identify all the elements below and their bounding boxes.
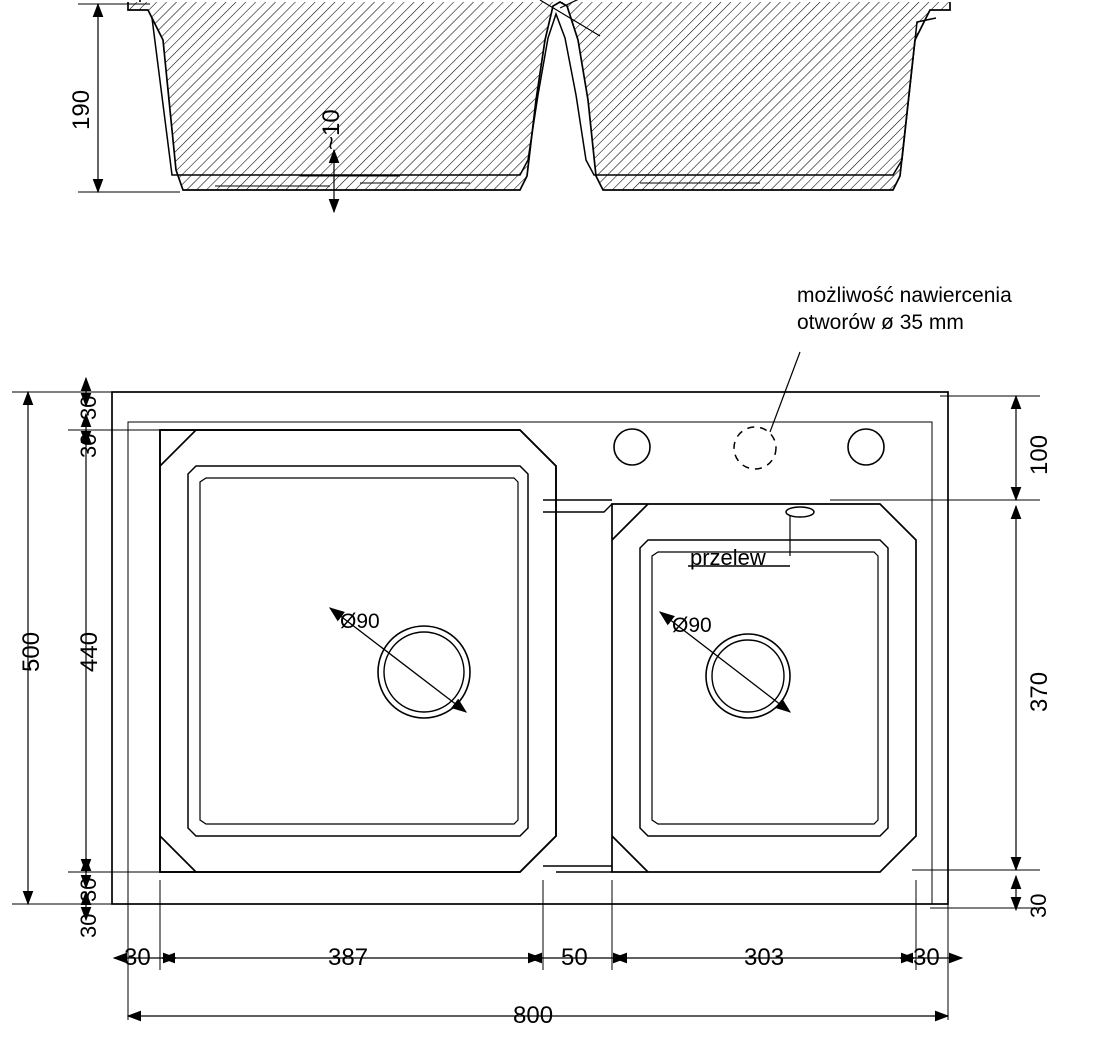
note-drill-line-2: otworów ø 35 mm	[797, 311, 964, 334]
dim-right-bottom-offset: 30	[1026, 893, 1051, 918]
dim-top-offset-inner: 30	[76, 433, 101, 458]
dim-right-bowl-width: 303	[744, 944, 785, 971]
dim-middle-divider: 50	[561, 944, 588, 971]
dim-right-margin: 30	[913, 944, 940, 971]
dim-right-top-offset: 100	[1026, 434, 1053, 475]
dim-overall-depth: 500	[18, 631, 45, 672]
dim-section-depth: 190	[68, 89, 95, 130]
dim-drain-left: Ø90	[340, 610, 380, 633]
dim-bottom-offset-inner: 30	[76, 877, 101, 902]
dim-top-offset-outer: 30	[76, 395, 101, 420]
dim-inner-depth: 440	[76, 631, 103, 672]
label-overflow: przelew	[690, 545, 766, 570]
dim-right-inner-depth: 370	[1026, 671, 1053, 712]
dim-overall-width: 800	[513, 1002, 554, 1029]
dim-wall-thickness: ~10	[318, 109, 345, 150]
note-drill-line-1: możliwość nawiercenia	[797, 284, 1012, 307]
dim-bottom-offset-outer: 30	[76, 913, 101, 938]
dim-drain-right: Ø90	[672, 614, 712, 637]
dim-left-margin: 30	[124, 944, 151, 971]
dim-left-bowl-width: 387	[328, 944, 369, 971]
